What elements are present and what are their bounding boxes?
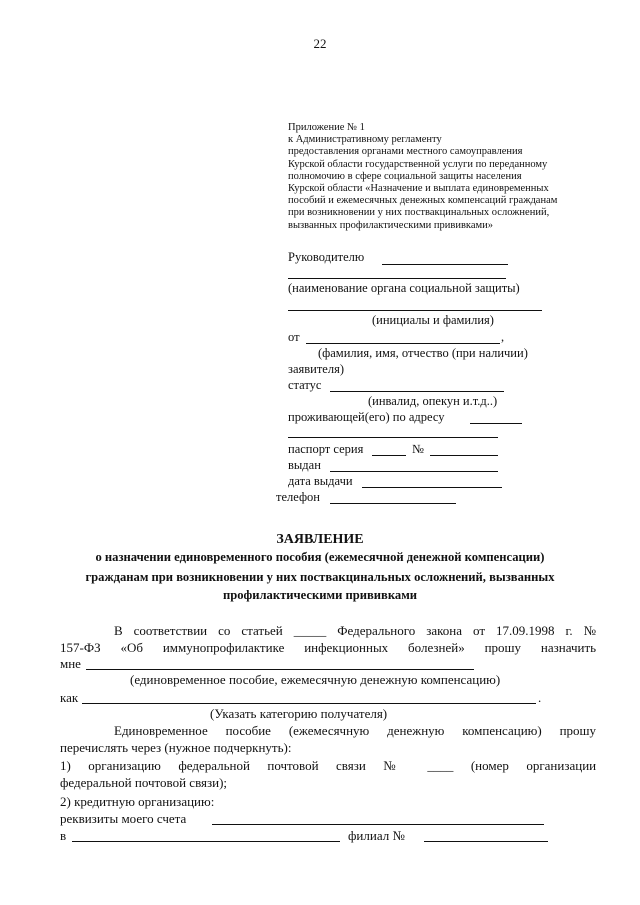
appendix-line: при возникновении у них поствакцинальных осложнений,: [288, 207, 550, 219]
residence-field[interactable]: [470, 423, 522, 424]
word: почтовой: [267, 758, 319, 773]
category-hint: (Указать категорию получателя): [210, 706, 388, 721]
word: статьей: [241, 623, 283, 638]
appendix-line: вызванных профилактическими прививками»: [288, 219, 494, 231]
word: соответствии: [133, 623, 208, 638]
appendix-line: предоставления органами местного самоуправления: [288, 146, 523, 158]
word: федеральной: [178, 758, 250, 773]
word: от: [473, 623, 486, 638]
phone-field[interactable]: [330, 503, 456, 504]
doc-subtitle-1: о назначении единовременного пособия (ежемесячной денежной компенсации): [95, 550, 545, 564]
word: болезней»: [408, 640, 465, 655]
issued-field[interactable]: [330, 471, 498, 472]
doc-title: ЗАЯВЛЕНИЕ: [276, 532, 364, 547]
status-field[interactable]: [330, 391, 504, 392]
word: 157-ФЗ: [60, 640, 101, 655]
benefit-field[interactable]: [86, 669, 474, 670]
option-1-line-2: федеральной почтовой связи);: [60, 775, 228, 790]
word: закона: [426, 623, 463, 638]
word: Федерального: [337, 623, 416, 638]
org-hint: (наименование органа социальной защиты): [288, 281, 520, 295]
appendix-line: Приложение № 1: [288, 122, 365, 133]
as-label: как: [60, 690, 79, 705]
initials-hint: (инициалы и фамилия): [372, 313, 494, 327]
word: иммунопрофилактике: [162, 640, 285, 655]
word: денежную: [387, 723, 445, 738]
status-hint: (инвалид, опекун и.т.д..): [368, 394, 498, 408]
branch-number-field[interactable]: [424, 841, 548, 842]
appendix-line: к Административному регламенту: [288, 134, 442, 146]
appendix-line: пособий и ежемесячных денежных компенсаций гражданам: [288, 195, 558, 207]
word: (ежемесячную: [288, 723, 370, 738]
initials-field[interactable]: [288, 310, 542, 311]
word: (номер: [470, 758, 509, 773]
benefit-hint: (единовременное пособие, ежемесячную денежную компенсацию): [130, 672, 501, 687]
word: инфекционных: [304, 640, 389, 655]
issue-date-field[interactable]: [362, 487, 502, 488]
word: прошу: [559, 723, 597, 738]
branch-label: филиал №: [348, 828, 405, 843]
issued-label: выдан: [288, 458, 321, 472]
appendix-line: полномочию в сфере социальной защиты населения: [288, 170, 522, 182]
word: 1): [60, 758, 71, 773]
option-1-line-1[interactable]: [60, 758, 596, 774]
account-field[interactable]: [212, 824, 544, 825]
word: В: [114, 623, 123, 638]
from-label: от: [288, 330, 300, 344]
word: связи: [336, 758, 366, 773]
appendix-line: Курской области «Назначение и выплата единовременных: [288, 183, 549, 195]
appendix-block: [288, 122, 557, 232]
passport-number-field[interactable]: [430, 455, 498, 456]
body-line-p2: [114, 723, 596, 739]
residence-label: проживающей(его) по адресу: [288, 410, 445, 424]
head-label: Руководителю: [288, 250, 365, 264]
appendix-line: Курской области государственной услуги по переданному: [288, 158, 548, 170]
issue-date-label: дата выдачи: [288, 474, 353, 488]
doc-subtitle-2: гражданам при возникновении у них поствакцинальных осложнений, вызванных: [85, 570, 555, 584]
page-number: 22: [313, 36, 327, 51]
category-field[interactable]: [82, 703, 536, 704]
head-name-field[interactable]: [382, 264, 508, 265]
word: со: [218, 623, 231, 638]
passport-no-label: №: [412, 442, 424, 456]
residence-field-2[interactable]: [288, 437, 498, 438]
passport-series-field[interactable]: [372, 455, 406, 456]
option-2[interactable]: 2) кредитную организацию:: [60, 794, 215, 809]
bank-name-field[interactable]: [72, 841, 340, 842]
body-line-2: [60, 640, 596, 656]
word: Единовременное: [114, 723, 208, 738]
org-field[interactable]: [288, 278, 506, 279]
word: компенсацию): [462, 723, 542, 738]
fio-hint: (фамилия, имя, отчество (при наличии): [318, 346, 528, 360]
passport-label: паспорт серия: [288, 442, 364, 456]
status-label: статус: [288, 378, 322, 392]
word: №: [583, 623, 597, 638]
from-field[interactable]: [306, 343, 500, 344]
period: .: [538, 690, 542, 705]
word: назначить: [540, 640, 597, 655]
post-office-number-field[interactable]: ____: [427, 758, 454, 773]
word: «Об: [120, 640, 143, 655]
word: 17.09.1998: [496, 623, 555, 638]
word: г.: [565, 623, 573, 638]
in-label: в: [60, 828, 67, 843]
comma: ,: [501, 330, 505, 344]
word: организации: [526, 758, 597, 773]
article-field[interactable]: _____: [293, 623, 327, 638]
doc-subtitle-3: профилактическими прививками: [222, 588, 418, 602]
word: организацию: [88, 758, 161, 773]
word: №: [383, 758, 410, 773]
word: прошу: [484, 640, 522, 655]
word: пособие: [225, 723, 271, 738]
body-line-1: [114, 623, 596, 639]
account-label: реквизиты моего счета: [60, 811, 187, 826]
me-label: мне: [60, 656, 81, 671]
fio-hint-2: заявителя): [288, 362, 344, 376]
transfer-via: перечислять через (нужное подчеркнуть):: [60, 740, 292, 755]
phone-label: телефон: [276, 490, 320, 504]
